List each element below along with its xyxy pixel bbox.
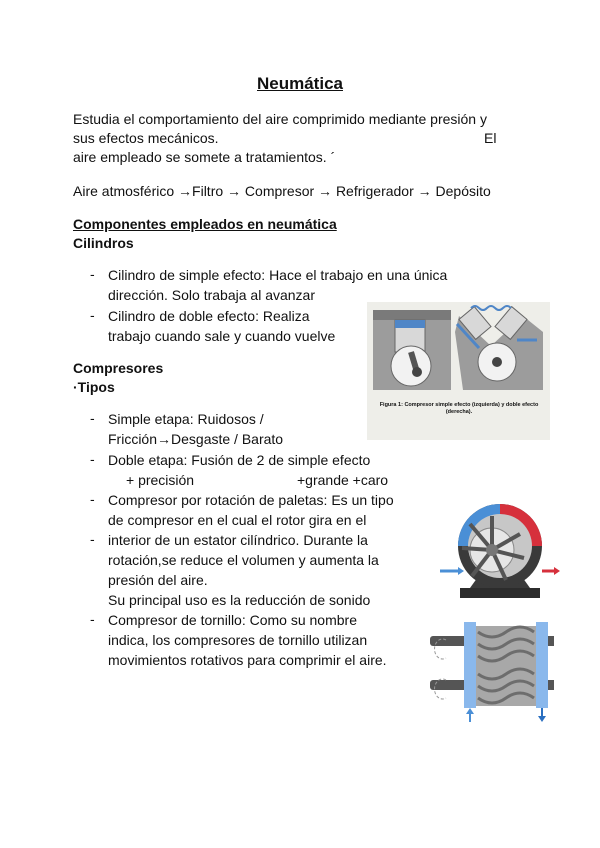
list-bullet: - [90,307,95,323]
list-bullet: - [90,451,95,467]
list-item-text: Fricción→Desgaste / Barato [108,431,284,447]
list-item-text: interior de un estator cilíndrico. Durante la [108,532,368,548]
list-item-text: Simple etapa: Ruidosos / [108,411,264,427]
list-item-text: Su principal uso es la reducción de sonido [108,592,371,608]
list-item-text: rotación,se reduce el volumen y aumenta la [108,552,379,568]
list-item-subtext: +grande +caro [297,472,389,488]
list-item-text: Cilindro de doble efecto: Realiza [108,308,310,324]
components-heading: Componentes empleados en neumática [73,216,337,232]
screw-compressor-illustration [428,618,554,724]
figure-caption: Figura 1: Compresor simple efecto (izquierda) y doble efecto (derecha). [379,402,539,415]
list-bullet: - [90,611,95,627]
vane-compressor-illustration [440,494,560,606]
list-item-text: Compresor por rotación de paletas: Es un tipo [108,492,394,508]
page-title: Neumática [257,74,343,93]
list-bullet: - [90,531,95,547]
compressors-heading: Compresores [73,360,164,376]
intro-line-3: aire empleado se somete a tratamientos. ´ [73,149,336,165]
list-item-text: presión del aire. [108,572,208,588]
list-bullet: - [90,491,95,507]
cylinder-figure [367,302,550,440]
intro-line-1: Estudia el comportamiento del aire comprimido mediante presión y [73,111,487,127]
list-bullet: - [90,410,95,426]
list-item-text: de compresor en el cual el rotor gira en el [108,512,367,528]
types-subheading: ·Tipos [73,379,115,395]
air-flow-sequence: Aire atmosférico →Filtro → Compresor → Refrigerador → Depósito [73,183,491,199]
list-bullet: - [90,266,95,282]
intro-line-2b: El [484,130,497,146]
list-item-text: movimientos rotativos para comprimir el aire. [108,652,387,668]
list-item-text: trabajo cuando sale y cuando vuelve [108,328,336,344]
cylinders-heading: Cilindros [73,235,134,251]
list-item-text: dirección. Solo trabaja al avanzar [108,287,316,303]
intro-line-2a: sus efectos mecánicos. [73,130,219,146]
list-item-subtext: + precisión [126,472,195,488]
list-item-text: Compresor de tornillo: Como su nombre [108,612,357,628]
cylinder-illustration [367,302,550,440]
list-item-text: Cilindro de simple efecto: Hace el trabajo en una única [108,267,448,283]
list-item-text: Doble etapa: Fusión de 2 de simple efecto [108,452,371,468]
list-item-text: indica, los compresores de tornillo utilizan [108,632,368,648]
